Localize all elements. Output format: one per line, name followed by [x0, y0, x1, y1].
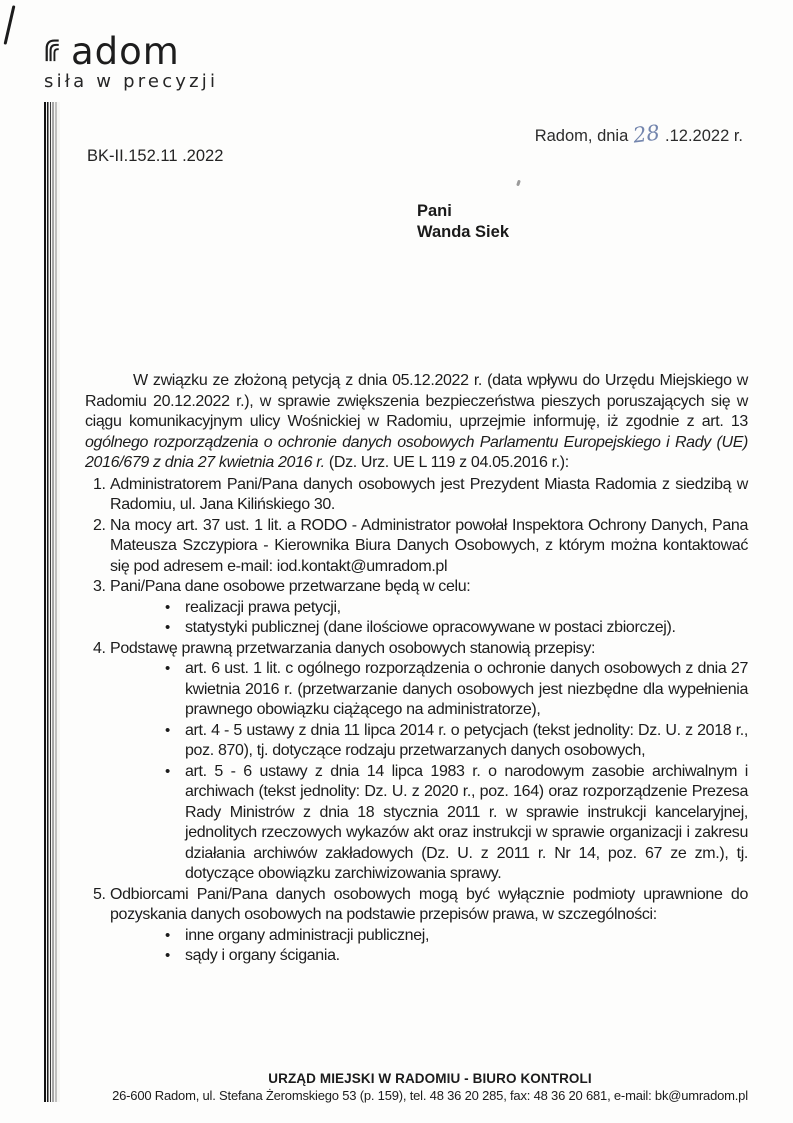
- addressee-salutation: Pani: [417, 202, 452, 220]
- list-item: [85, 475, 748, 516]
- footer: [100, 1071, 760, 1103]
- list-item: [85, 516, 748, 578]
- logo-wordmark-text: adom: [71, 30, 180, 73]
- bullet-list: [110, 598, 748, 639]
- list-item-number: 5.: [93, 885, 106, 903]
- list-item-text: Podstawę prawną przetwarzania danych osobowych stanowią przepisy:: [110, 639, 596, 657]
- reference-number: BK-II.152.11 .2022: [87, 147, 224, 165]
- scan-speck: [516, 180, 521, 187]
- list-item-number: 2.: [93, 516, 106, 534]
- list-item-text: Administratorem Pani/Pana danych osobowych jest Prezydent Miasta Radomia z siedzibą w Radomiu, ul. Jana Kilińskiego 30.: [110, 475, 748, 513]
- numbered-list: [85, 475, 748, 967]
- list-item-text: Na mocy art. 37 ust. 1 lit. a RODO - Administrator powołał Inspektora Ochrony Danych, Pana Mateusza Szczypiora - Kierownika Biura Danych Osobowych, z którym można kontaktować się pod adresem e-mail: iod.kontakt@umradom.pl: [110, 516, 748, 575]
- bullet-item: • art. 4 - 5 ustawy z dnia 11 lipca 2014 r. o petycjach (tekst jednolity: Dz. U. z 2018 r., poz. 870), tj. dotyczące rodzaju przetwarzanych danych osobowych,: [110, 721, 748, 762]
- date-prefix: Radom, dnia: [534, 127, 629, 145]
- radom-city-logo: [44, 30, 219, 92]
- logo-tagline: siła w precyzji: [44, 71, 219, 92]
- intro-paragraph: [85, 371, 748, 474]
- list-item-number: 3.: [93, 578, 106, 595]
- letter-body: [85, 371, 748, 967]
- intro-text-2: (Dz. Urz. UE L 119 z 04.05.2016 r.):: [324, 454, 569, 471]
- bullet-item: • art. 6 ust. 1 lit. c ogólnego rozporządzenia o ochronie danych osobowych z dnia 27 kwietnia 2016 r. (przetwarzanie danych osobowych jest niezbędne dla wypełnienia prawnego obowiązku ciążącego na administratorze),: [110, 659, 748, 721]
- scan-binding-stripes: [44, 102, 60, 1102]
- bullet-item: • statystyki publicznej (dane ilościowe opracowywane w postaci zbiorczej).: [110, 618, 748, 639]
- addressee-name: Wanda Siek: [417, 223, 509, 241]
- list-item-number: 1.: [93, 475, 106, 493]
- bullet-item: • art. 5 - 6 ustawy z dnia 14 lipca 1983 r. o narodowym zasobie archiwalnym i archiwach (tekst jednolity: Dz. U. z 2020 r., poz. 164) oraz rozporządzenie Prezesa Rady Ministrów z dnia 18 stycznia 2011 r. w sprawie instrukcji kancelaryjnej, jednolitych rzeczowych wykazów akt oraz instrukcji w sprawie organizacji i zakresu działania archiwów zakładowych (Dz. U. z 2011 r. Nr 14, poz. 67 ze zm.), tj. dotyczące obowiązku zarchiwizowania sprawy.: [110, 762, 748, 885]
- bullet-item: • realizacji prawa petycji,: [110, 598, 748, 619]
- pen-stroke-artifact: [4, 5, 16, 45]
- footer-title: URZĄD MIEJSKI W RADOMIU - BIURO KONTROLI: [268, 1071, 592, 1086]
- list-item: [85, 885, 748, 967]
- list-item: [85, 639, 748, 885]
- list-item-text: Pani/Pana dane osobowe przetwarzane będą w celu:: [110, 578, 471, 595]
- addressee-block: [417, 201, 509, 243]
- list-item-number: 4.: [93, 639, 106, 657]
- logo-wordmark: [44, 30, 218, 73]
- date-line: [535, 122, 743, 146]
- handwritten-day: 28: [631, 120, 662, 148]
- bullet-item: • sądy i organy ścigania.: [110, 946, 748, 967]
- radom-logo-r-icon: [44, 38, 70, 70]
- intro-text-italic: ogólnego rozporządzenia o ochronie danych osobowych Parlamentu Europejskiego i Rady (UE) 2016/679 z dnia 27 kwietnia 2016 r.: [85, 433, 748, 471]
- date-suffix: .12.2022 r.: [665, 127, 743, 145]
- bullet-list: [110, 926, 748, 967]
- intro-text-1: W związku ze złożoną petycją z dnia 05.12.2022 r. (data wpływu do Urzędu Miejskiego w Radomiu 20.12.2022 r.), w sprawie zwiększenia bezpieczeństwa pieszych poruszających się w ciągu komunikacyjnym ulicy Wośnickiej w Radomiu, uprzejmie informuję, iż zgodnie z art. 13: [85, 372, 748, 430]
- list-item-text: Odbiorcami Pani/Pana danych osobowych mogą być wyłącznie podmioty uprawnione do pozyskania danych osobowych na podstawie przepisów prawa, w szczególności:: [110, 885, 748, 923]
- bullet-item: • inne organy administracji publicznej,: [110, 926, 748, 947]
- bullet-list: [110, 659, 748, 885]
- list-item: [85, 577, 748, 639]
- footer-address: 26-600 Radom, ul. Stefana Żeromskiego 53 (p. 159), tel. 48 36 20 285, fax: 48 36 20 681, e-mail: bk@umradom.pl: [112, 1088, 748, 1103]
